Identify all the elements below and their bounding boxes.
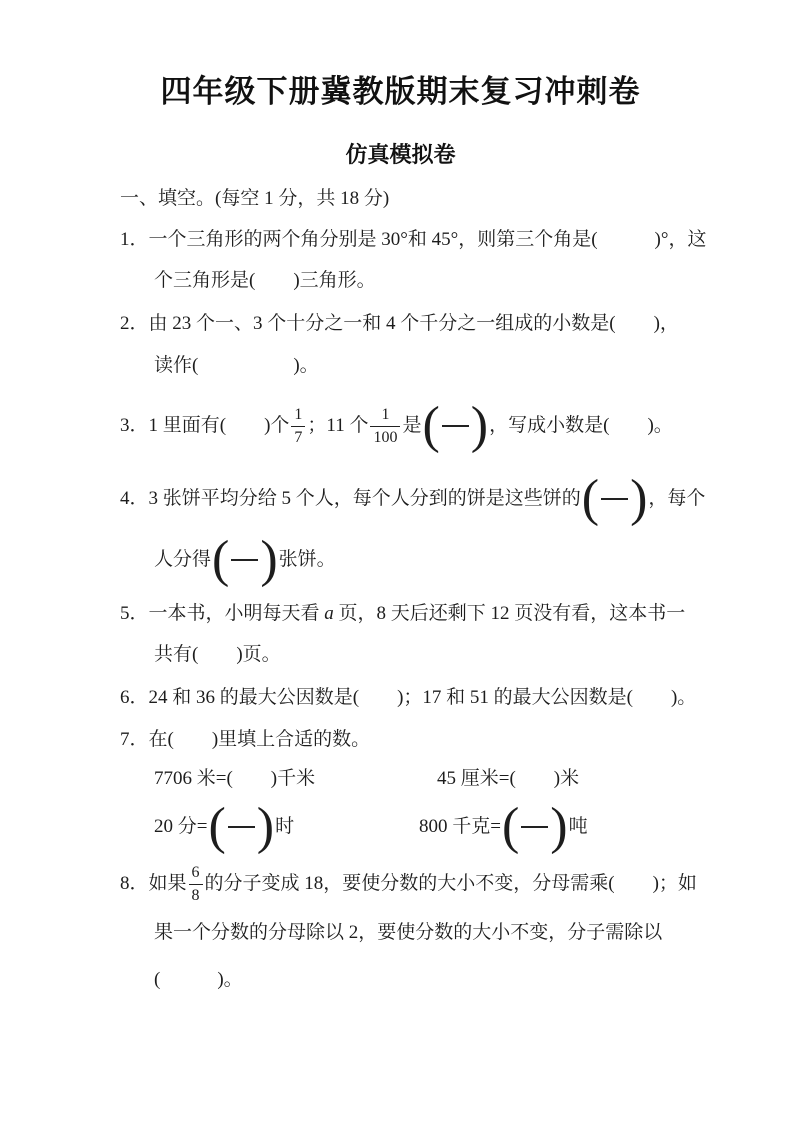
question-5 [120, 601, 686, 668]
fraction-1-7 [291, 406, 305, 446]
fraction-bar [231, 559, 258, 561]
close-paren: ) [550, 798, 568, 855]
question-2 [120, 311, 681, 379]
q1-line-1: 1．一个三角形的两个角分别是 30°和 45°，则第三个角是( )°，这 [120, 229, 707, 250]
q7-conversion-meters: 7706 米=( )千米 [154, 768, 316, 789]
q4-line-1 [120, 470, 706, 527]
q3-text-2: ；11 个 [307, 415, 369, 436]
question-1 [120, 227, 707, 294]
fraction-bar [228, 826, 255, 828]
q5-line-2: 共有( )页。 [154, 644, 281, 665]
fraction-numerator: 1 [370, 406, 400, 427]
fraction-1-100 [370, 406, 400, 446]
fraction-numerator: 1 [291, 406, 305, 427]
q7-text-hour: 时 [275, 816, 295, 837]
question-3 [120, 398, 681, 454]
q8-line-3: ( )。 [154, 969, 243, 991]
fraction-numerator: 6 [189, 864, 203, 885]
fraction-blank [422, 398, 488, 454]
fraction-6-8 [189, 864, 203, 904]
fraction-blank [208, 799, 274, 855]
question-8 [120, 864, 697, 993]
q8-line-1 [120, 864, 697, 904]
variable-a: a [324, 603, 334, 624]
close-paren: ) [260, 531, 278, 588]
q8-text-2: 的分子变成 18，要使分数的大小不变，分母需乘( )；如 [204, 873, 697, 895]
q2-line-2: 读作( )。 [154, 355, 319, 376]
fraction-denominator: 7 [294, 428, 303, 446]
fraction-denominator: 100 [373, 428, 398, 446]
open-paren: ( [208, 798, 226, 855]
q7-text-min: 20 分= [154, 816, 208, 837]
close-paren: ) [470, 397, 489, 454]
q4-text-3: 人分得 [154, 549, 212, 570]
q4-text-2: ，每个 [648, 488, 706, 509]
fraction-blank [502, 799, 568, 855]
fraction-bar [601, 498, 628, 500]
page-title: 四年级下册冀教版期末复习冲刺卷 [160, 74, 641, 109]
fraction-denominator: 8 [191, 886, 200, 904]
q7-line-1: 7．在( )里填上合适的数。 [120, 729, 371, 750]
exam-subtitle: 仿真模拟卷 [345, 142, 456, 167]
q6-line-1: 6．24 和 36 的最大公因数是( )；17 和 51 的最大公因数是( )。 [120, 687, 697, 708]
open-paren: ( [581, 470, 600, 527]
q8-line-2: 果一个分数的分母除以 2，要使分数的大小不变，分子需除以 [154, 922, 663, 944]
q7-row-2 [120, 799, 681, 855]
q5-line-1 [120, 601, 686, 627]
question-4 [120, 470, 706, 588]
q8-text-1: 8．如果 [120, 873, 187, 895]
open-paren: ( [422, 397, 440, 454]
q7-text-kg: 800 千克= [419, 816, 501, 837]
q7-conversion-minutes [154, 799, 419, 855]
q3-text-1: 3．1 里面有( )个 [120, 415, 290, 436]
q3-line-1 [120, 398, 681, 454]
q7-conversion-kilograms [419, 799, 588, 855]
q3-text-4: ，写成小数是( )。 [489, 415, 673, 436]
q3-text-3: 是 [402, 415, 422, 436]
q1-line-2: 个三角形是( )三角形。 [154, 270, 376, 291]
question-6 [120, 685, 697, 711]
q7-conversion-centimeters: 45 厘米=( )米 [437, 768, 580, 789]
q5-text-2: 页，8 天后还剩下 12 页没有看，这本书一 [333, 603, 686, 624]
close-paren: ) [256, 798, 275, 855]
q5-text-1: 5．一本书，小明每天看 [120, 603, 325, 624]
close-paren: ) [630, 470, 648, 527]
section-heading: 一、填空。(每空 1 分，共 18 分) [120, 188, 390, 209]
fraction-blank [212, 532, 278, 588]
fraction-bar [521, 826, 548, 828]
question-7 [120, 727, 681, 855]
open-paren: ( [501, 798, 520, 855]
q4-line-2 [120, 532, 681, 588]
open-paren: ( [212, 531, 230, 588]
q4-text-4: 张饼。 [278, 549, 336, 570]
q7-row-1 [120, 766, 681, 792]
q7-text-ton: 吨 [568, 816, 588, 837]
q4-text-1: 4．3 张饼平均分给 5 个人，每个人分到的饼是这些饼的 [120, 488, 581, 509]
fraction-blank [582, 471, 648, 527]
fraction-bar [442, 425, 469, 427]
q2-line-1: 2．由 23 个一、3 个十分之一和 4 个千分之一组成的小数是( )， [120, 313, 679, 334]
